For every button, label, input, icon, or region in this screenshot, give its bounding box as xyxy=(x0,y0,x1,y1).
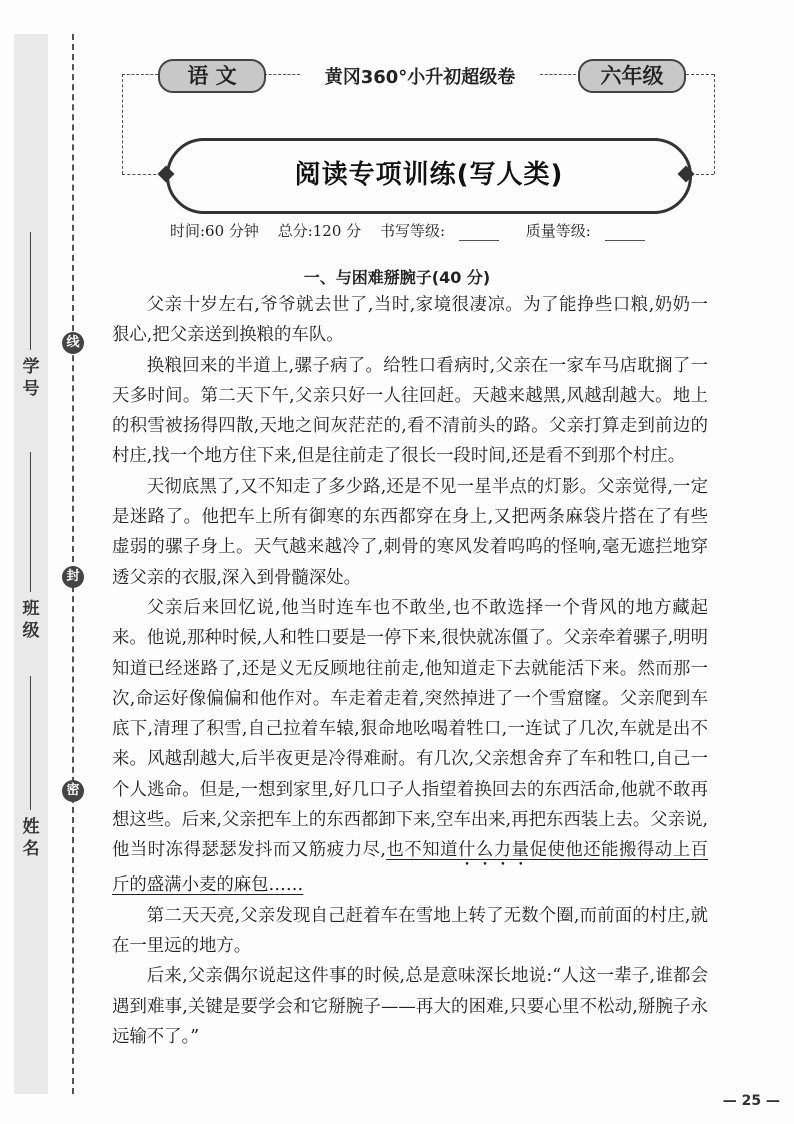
student-id-label: 学号 xyxy=(22,357,40,399)
writing-grade-blank[interactable] xyxy=(459,226,499,241)
seal-line-icon: 线 xyxy=(62,332,84,354)
header-dash-left xyxy=(122,74,158,75)
paragraph-2: 换粮回来的半道上,骡子病了。给牲口看病时,父亲在一家车马店耽搁了一天多时间。第二天下午,父亲只好一人往回赶。天越来越黑,风越刮越大。地上的积雪被扬得四散,天地之间灰茫茫的,看不清前头的路。父亲打算走到前边的村庄,找一个地方住下来,但是往前走了很长一段时间,还是看不到那个村庄。 xyxy=(112,355,708,467)
page-title: 阅读专项训练(写人类) xyxy=(294,160,564,190)
section-title: 一、与困难掰腕子(40 分) xyxy=(303,268,491,287)
series-title: 黄冈360°小升初超级卷 xyxy=(324,67,516,88)
name-blank xyxy=(30,676,31,810)
student-id-blank xyxy=(30,232,31,350)
underlined-part-b: 促使他还能搬得动上百斤的盛满小麦的麻包…… xyxy=(112,840,708,896)
seal-secret-icon: 密 xyxy=(62,780,84,802)
header-dash-right-vertical xyxy=(714,74,715,174)
header-dash-right xyxy=(686,74,714,75)
binding-margin xyxy=(14,34,48,1094)
header-dash-mid-left xyxy=(264,74,300,75)
grade-badge: 六年级 xyxy=(578,59,686,93)
paragraph-4-main: 父亲后来回忆说,他当时连车也不敢坐,也不敢选择一个背风的地方藏起来。他说,那种时候,人和牲口要是一停下来,很快就冻僵了。父亲牵着骡子,明明知道已经迷路了,还是义无反顾地往前走,他知道走下去就能活下来。然而那一次,命运好像偏偏和他作对。车走着走着,突然掉进了一个雪窟窿。父亲爬到车底下,清理了积雪,自己拉着车辕,狠命地吆喝着牲口,一连试了几次,车就是出不来。风越刮越大,后半夜更是冷得难耐。有几次,父亲想舍弃了车和牲口,自己一个人逃命。但是,一想到家里,好几口子人指望着换回去的东西活命,他就不敢再想这些。后来,父亲把车上的东西都卸下来,空车出来,再把东西装上去。父亲说,他当时冻得瑟瑟发抖而又筋疲力尽, xyxy=(112,597,709,861)
reading-passage xyxy=(112,290,708,1052)
page-number: — 25 — xyxy=(722,1093,780,1109)
seal-seal-icon: 封 xyxy=(62,566,84,588)
paragraph-5: 第二天天亮,父亲发现自己赶着车在雪地上转了无数个圈,而前面的村庄,就在一里远的地方。 xyxy=(112,905,708,956)
header-dash-left-vertical xyxy=(122,74,123,174)
class-blank xyxy=(30,452,31,592)
cut-line xyxy=(72,34,74,1094)
dotted-emphasis: 什么力量 xyxy=(457,840,530,861)
subject-badge: 语 文 xyxy=(158,59,266,93)
total-score: 总分:120 分 xyxy=(277,222,362,240)
writing-grade-label: 书写等级: xyxy=(379,222,445,240)
exam-meta xyxy=(170,220,659,241)
header-dash-mid-right xyxy=(540,74,576,75)
quality-grade-blank[interactable] xyxy=(605,226,645,241)
class-label: 班级 xyxy=(22,599,40,641)
paragraph-3: 天彻底黑了,又不知走了多少路,还是不见一星半点的灯影。父亲觉得,一定是迷路了。他把车上所有御寒的东西都穿在身上,又把两条麻袋片搭在了有些虚弱的骡子身上。天气越来越冷了,刺骨的寒风发着呜呜的怪响,毫无遮拦地穿透父亲的衣服,深入到骨髓深处。 xyxy=(112,476,708,588)
name-label: 姓名 xyxy=(22,817,40,859)
quality-grade-label: 质量等级: xyxy=(525,222,591,240)
paragraph-4 xyxy=(112,593,708,901)
paragraph-1: 父亲十岁左右,爷爷就去世了,当时,家境很凄凉。为了能挣些口粮,奶奶一狠心,把父亲送到换粮的车队。 xyxy=(112,295,708,346)
time-limit: 时间:60 分钟 xyxy=(170,222,259,240)
underlined-part-a: 也不知道 xyxy=(385,840,458,861)
paragraph-6: 后来,父亲偶尔说起这件事的时候,总是意味深长地说:“人这一辈子,谁都会遇到难事,关键是要学会和它掰腕子——再大的困难,只要心里不松动,掰腕子永远输不了。” xyxy=(112,966,708,1047)
